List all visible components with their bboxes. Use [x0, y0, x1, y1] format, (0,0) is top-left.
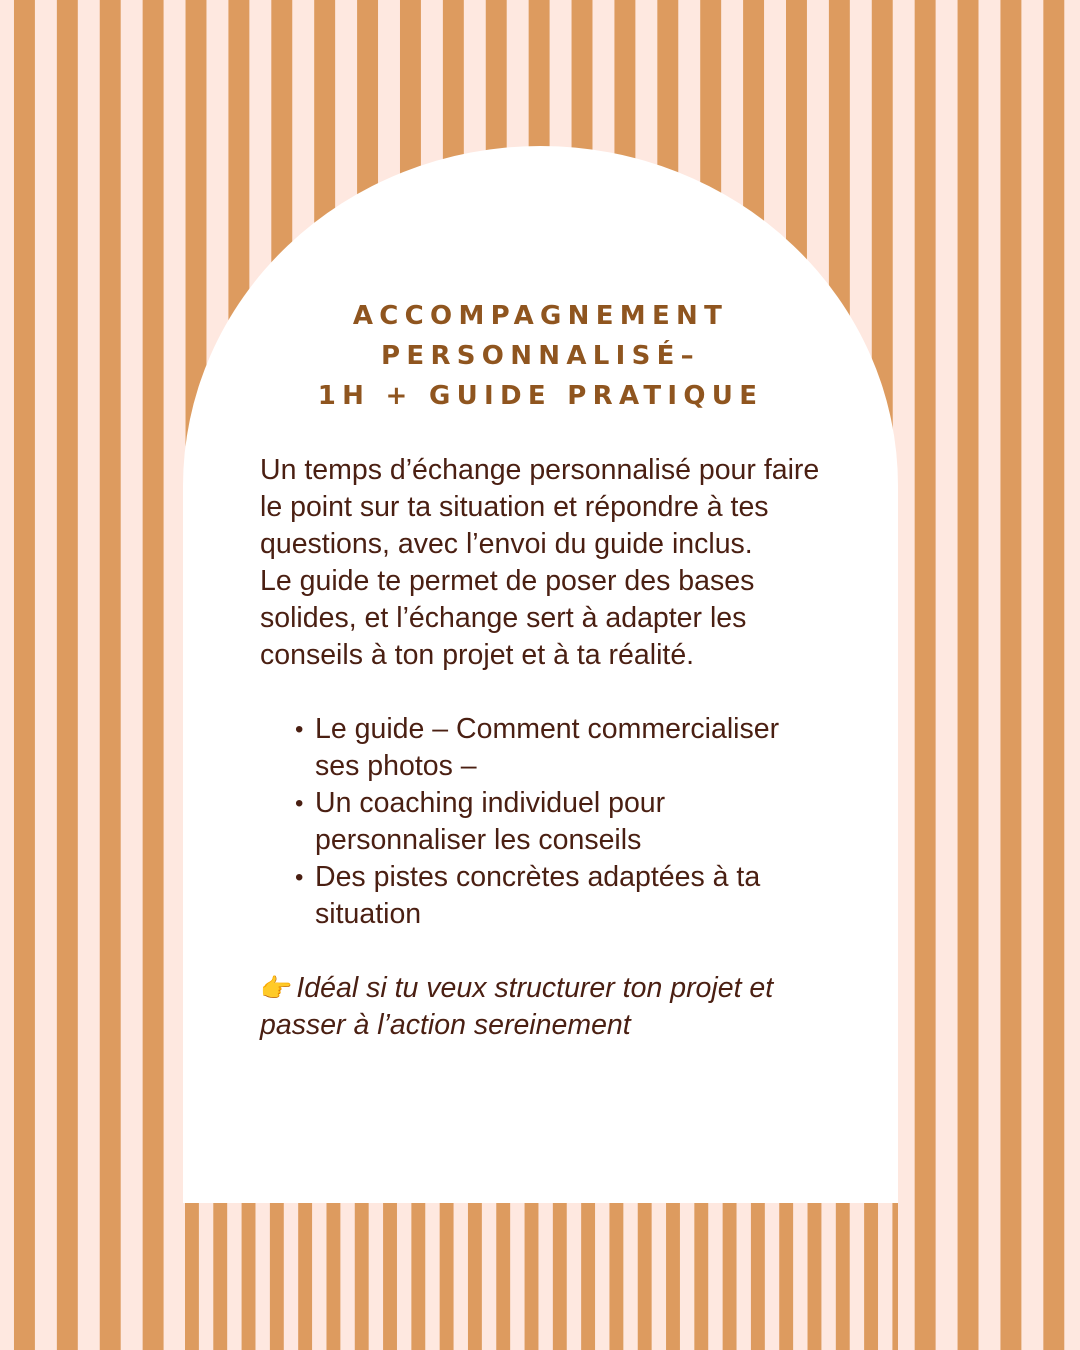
feature-text: Des pistes concrètes adaptées à ta situation [315, 861, 761, 930]
closing-text: Idéal si tu veux structurer ton projet et passer à l’action sereinement [260, 972, 774, 1041]
bullet-icon: • [295, 864, 304, 891]
spacer [260, 933, 830, 970]
intro-paragraph-2: Le guide te permet de poser des bases solides, et l’échange sert à adapter les conseils à ton projet et à ta réalité. [260, 565, 755, 671]
feature-text: Le guide – Comment commercialiser ses photos – [315, 713, 780, 782]
title-line-1: ACCOMPAGNEMENT [352, 301, 729, 331]
closing-statement [260, 970, 830, 1044]
feature-item [295, 711, 830, 785]
bullet-icon: • [295, 716, 304, 743]
spacer [260, 674, 830, 711]
offer-title [183, 296, 898, 416]
feature-list [260, 711, 830, 933]
feature-text: Un coaching individuel pour personnaliser les conseils [315, 787, 666, 856]
bullet-icon: • [295, 790, 304, 817]
feature-item [295, 859, 830, 933]
offer-description [260, 452, 830, 1044]
feature-item [295, 785, 830, 859]
title-line-3: 1H + GUIDE PRATIQUE [317, 381, 764, 411]
intro-paragraph-1: Un temps d’échange personnalisé pour faire le point sur ta situation et répondre à tes questions, avec l’envoi du guide inclus. [260, 454, 820, 560]
bottom-stripe-band [184, 1203, 898, 1350]
pointing-hand-icon: 👉 [260, 973, 293, 1003]
title-line-2: PERSONNALISÉ– [381, 341, 700, 371]
